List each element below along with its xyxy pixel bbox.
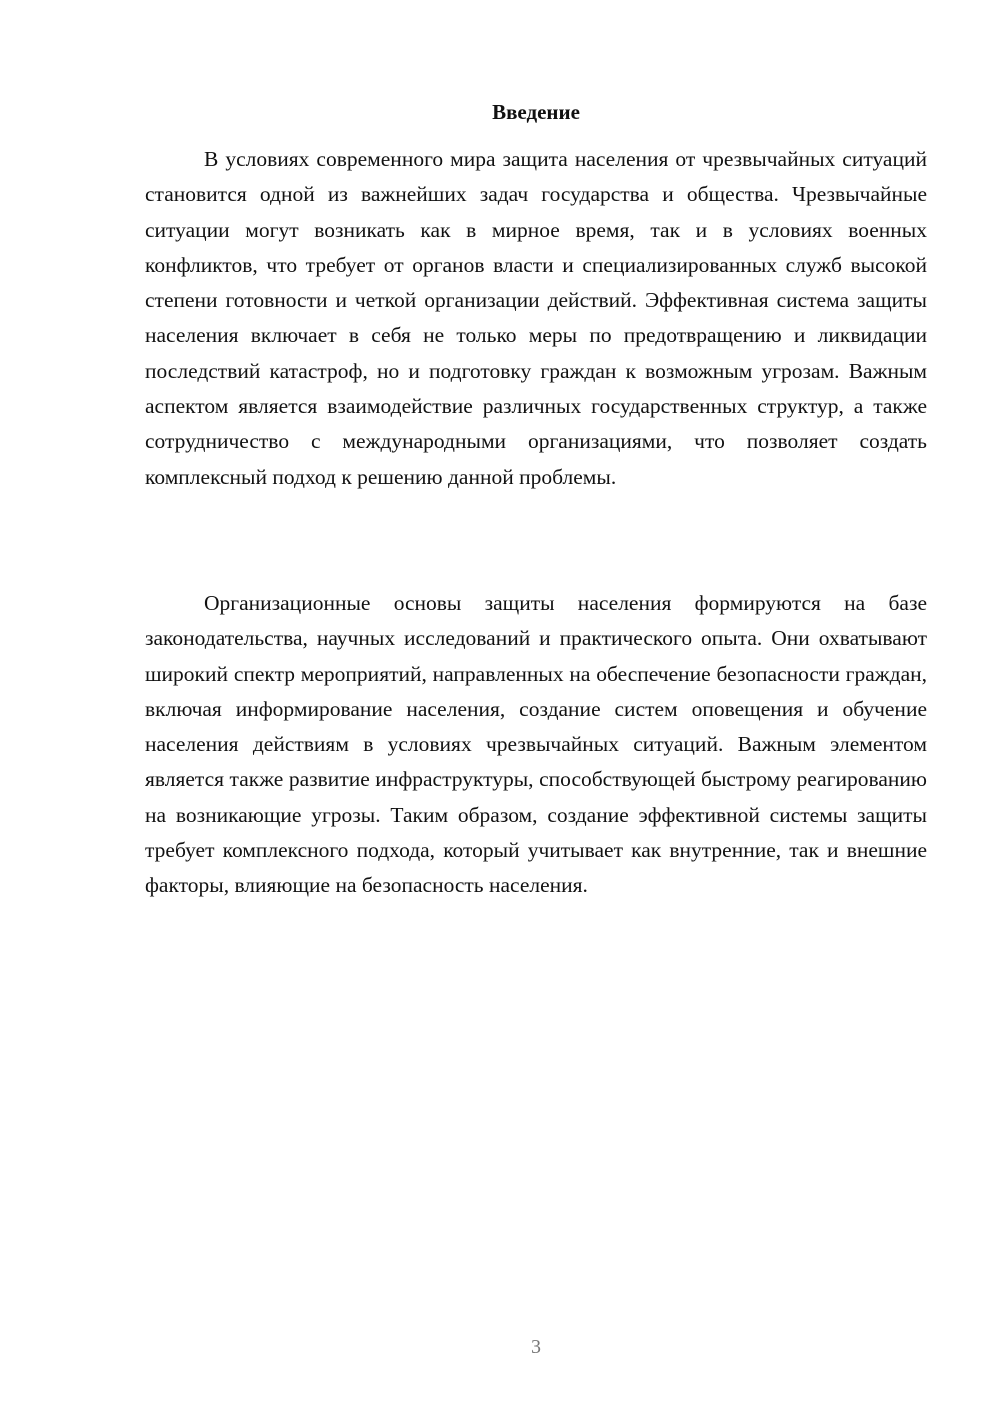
- page-heading: Введение: [492, 100, 580, 124]
- paragraph-2: Организационные основы защиты населения формируются на базе законодательства, научных исследований и практического опыта. Они охватывают широкий спектр мероприятий, направленных на обеспечение безопасности граждан, включая информирование населения, создание систем оповещения и обучение населения действиям в условиях чрезвычайных ситуаций. Важным элементом является также развитие инфраструктуры, способствующей быстрому реагированию на возникающие угрозы. Таким образом, создание эффективной системы защиты требует комплексного подхода, который учитывает как внутренние, так и внешние факторы, влияющие на безопасность населения.: [145, 591, 927, 898]
- page-number: 3: [531, 1336, 541, 1358]
- paragraph-1: В условиях современного мира защита населения от чрезвычайных ситуаций становится одной из важнейших задач государства и общества. Чрезвычайные ситуации могут возникать как в мирное время, так и в условиях военных конфликтов, что требует от органов власти и специализированных служб высокой степени готовности и четкой организации действий. Эффективная система защиты населения включает в себя не только меры по предотвращению и ликвидации последствий катастроф, но и подготовку граждан к возможным угрозам. Важным аспектом является взаимодействие различных государственных структур, а также сотрудничество с международными организациями, что позволяет создать комплексный подход к решению данной проблемы.: [145, 147, 927, 489]
